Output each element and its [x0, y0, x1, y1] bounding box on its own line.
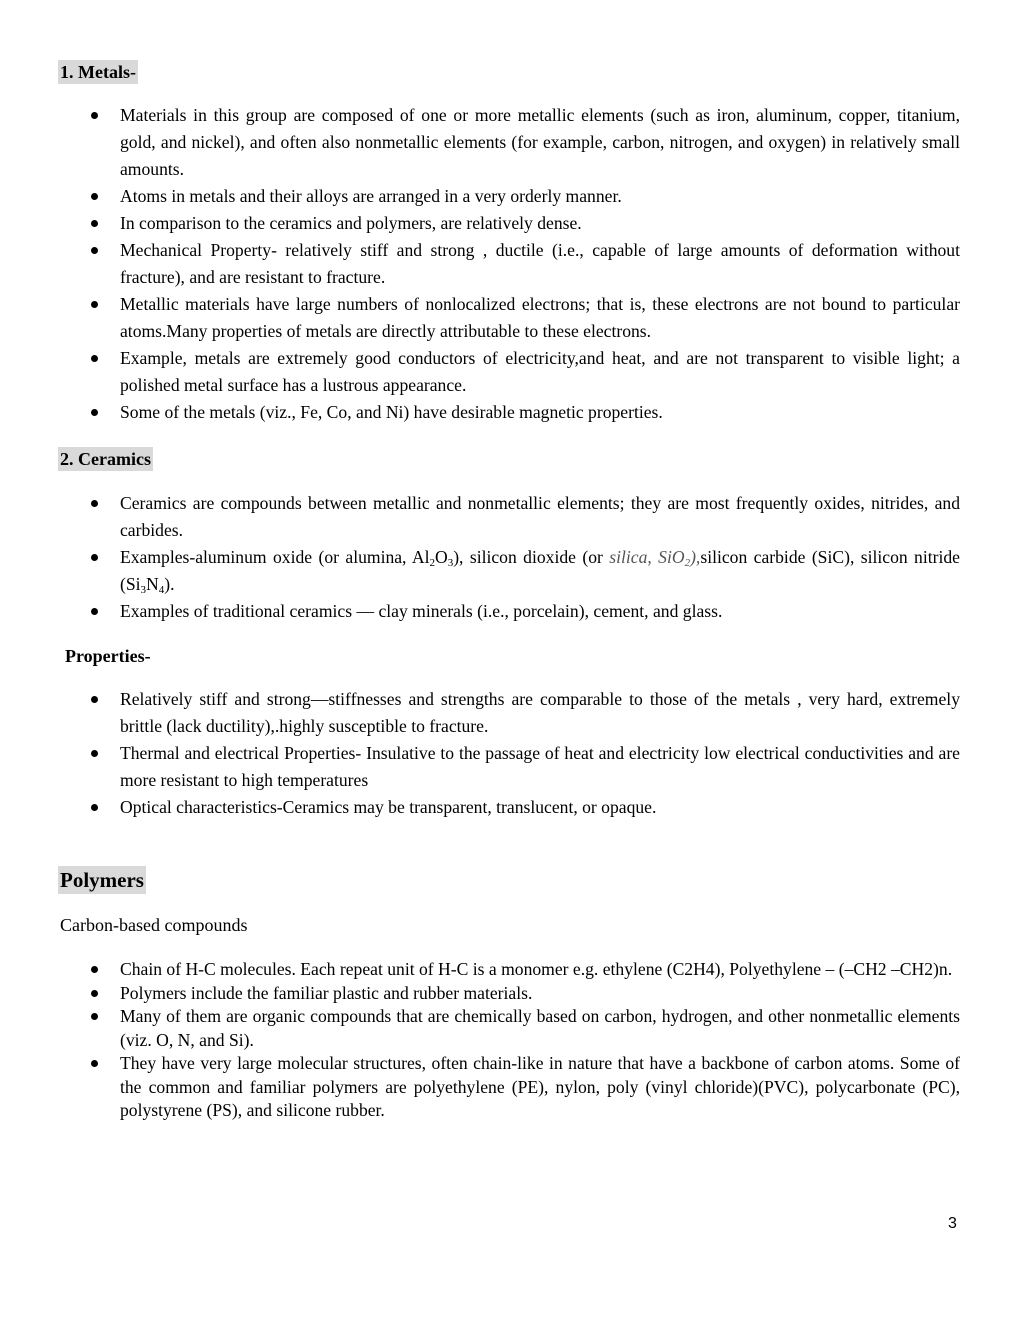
list-item: Ceramics are compounds between metallic and nonmetallic elements; they are most frequently oxides, nitrides, and carbides. — [60, 490, 960, 544]
subscript: 3 — [447, 557, 454, 569]
ceramics-list — [60, 490, 960, 625]
subscript: 2 — [429, 557, 435, 569]
polymers-intro: Carbon-based compounds — [60, 915, 248, 935]
text-run: Examples-aluminum oxide (or alumina, Al — [120, 547, 430, 567]
list-item: In comparison to the ceramics and polymers, are relatively dense. — [60, 210, 960, 237]
polymers-heading: Polymers — [60, 868, 144, 892]
text-run: N — [146, 574, 159, 594]
text-run: silicon carbide (SiC), silicon nitride (Si — [120, 547, 960, 594]
list-item: Optical characteristics-Ceramics may be transparent, translucent, or opaque. — [60, 794, 960, 821]
list-item: Example, metals are extremely good conductors of electricity,and heat, and are not transparent to visible light; a polished metal surface has a lustrous appearance. — [60, 345, 960, 399]
list-item: Chain of H-C molecules. Each repeat unit of H-C is a monomer e.g. ethylene (C2H4), Polyethylene – (–CH2 –CH2)n. — [60, 958, 960, 982]
text-run: O — [434, 547, 448, 567]
subscript: 3 — [140, 584, 147, 596]
ceramics-heading: 2. Ceramics — [60, 449, 151, 469]
italic-run: ), — [690, 547, 701, 567]
properties-list — [60, 686, 960, 821]
list-item: They have very large molecular structures, often chain-like in nature that have a backbone of carbon atoms. Some of the common and familiar polymers are polyethylene (PE), nylon, poly (vinyl chloride)(PVC), polycarbonate (PC), polystyrene (PS), and silicone rubber. — [60, 1052, 960, 1123]
list-item: Many of them are organic compounds that are chemically based on carbon, hydrogen, and other nonmetallic elements (viz. O, N, and Si). — [60, 1005, 960, 1052]
list-item-examples — [60, 544, 960, 598]
list-item: Examples of traditional ceramics — clay minerals (i.e., porcelain), cement, and glass. — [60, 598, 960, 625]
metals-list — [60, 102, 960, 426]
list-item: Polymers include the familiar plastic and rubber materials. — [60, 982, 960, 1006]
list-item: Relatively stiff and strong—stiffnesses and strengths are comparable to those of the metals , very hard, extremely brittle (lack ductility),.highly susceptible to fracture. — [60, 686, 960, 740]
subscript: 2 — [684, 557, 691, 569]
text-run: ), silicon dioxide (or — [453, 547, 610, 567]
list-item: Thermal and electrical Properties- Insulative to the passage of heat and electricity low electrical conductivities and are more resistant to high temperatures — [60, 740, 960, 794]
text-run: ). — [164, 574, 175, 594]
list-item: Materials in this group are composed of one or more metallic elements (such as iron, aluminum, copper, titanium, gold, and nickel), and often also nonmetallic elements (for example, carbon, nitrogen, and oxygen) in relatively small amounts. — [60, 102, 960, 183]
list-item: Metallic materials have large numbers of nonlocalized electrons; that is, these electrons are not bound to particular atoms.Many properties of metals are directly attributable to these electrons. — [60, 291, 960, 345]
page-number: 3 — [948, 1215, 957, 1232]
list-item: Atoms in metals and their alloys are arranged in a very orderly manner. — [60, 183, 960, 210]
subscript: 4 — [158, 584, 165, 596]
metals-heading: 1. Metals- — [60, 62, 136, 82]
polymers-list — [60, 958, 960, 1123]
list-item: Mechanical Property- relatively stiff and strong , ductile (i.e., capable of large amounts of deformation without fracture), and are resistant to fracture. — [60, 237, 960, 291]
properties-heading: Properties- — [65, 646, 151, 666]
italic-run: silica, SiO — [609, 547, 685, 567]
list-item: Some of the metals (viz., Fe, Co, and Ni) have desirable magnetic properties. — [60, 399, 960, 426]
